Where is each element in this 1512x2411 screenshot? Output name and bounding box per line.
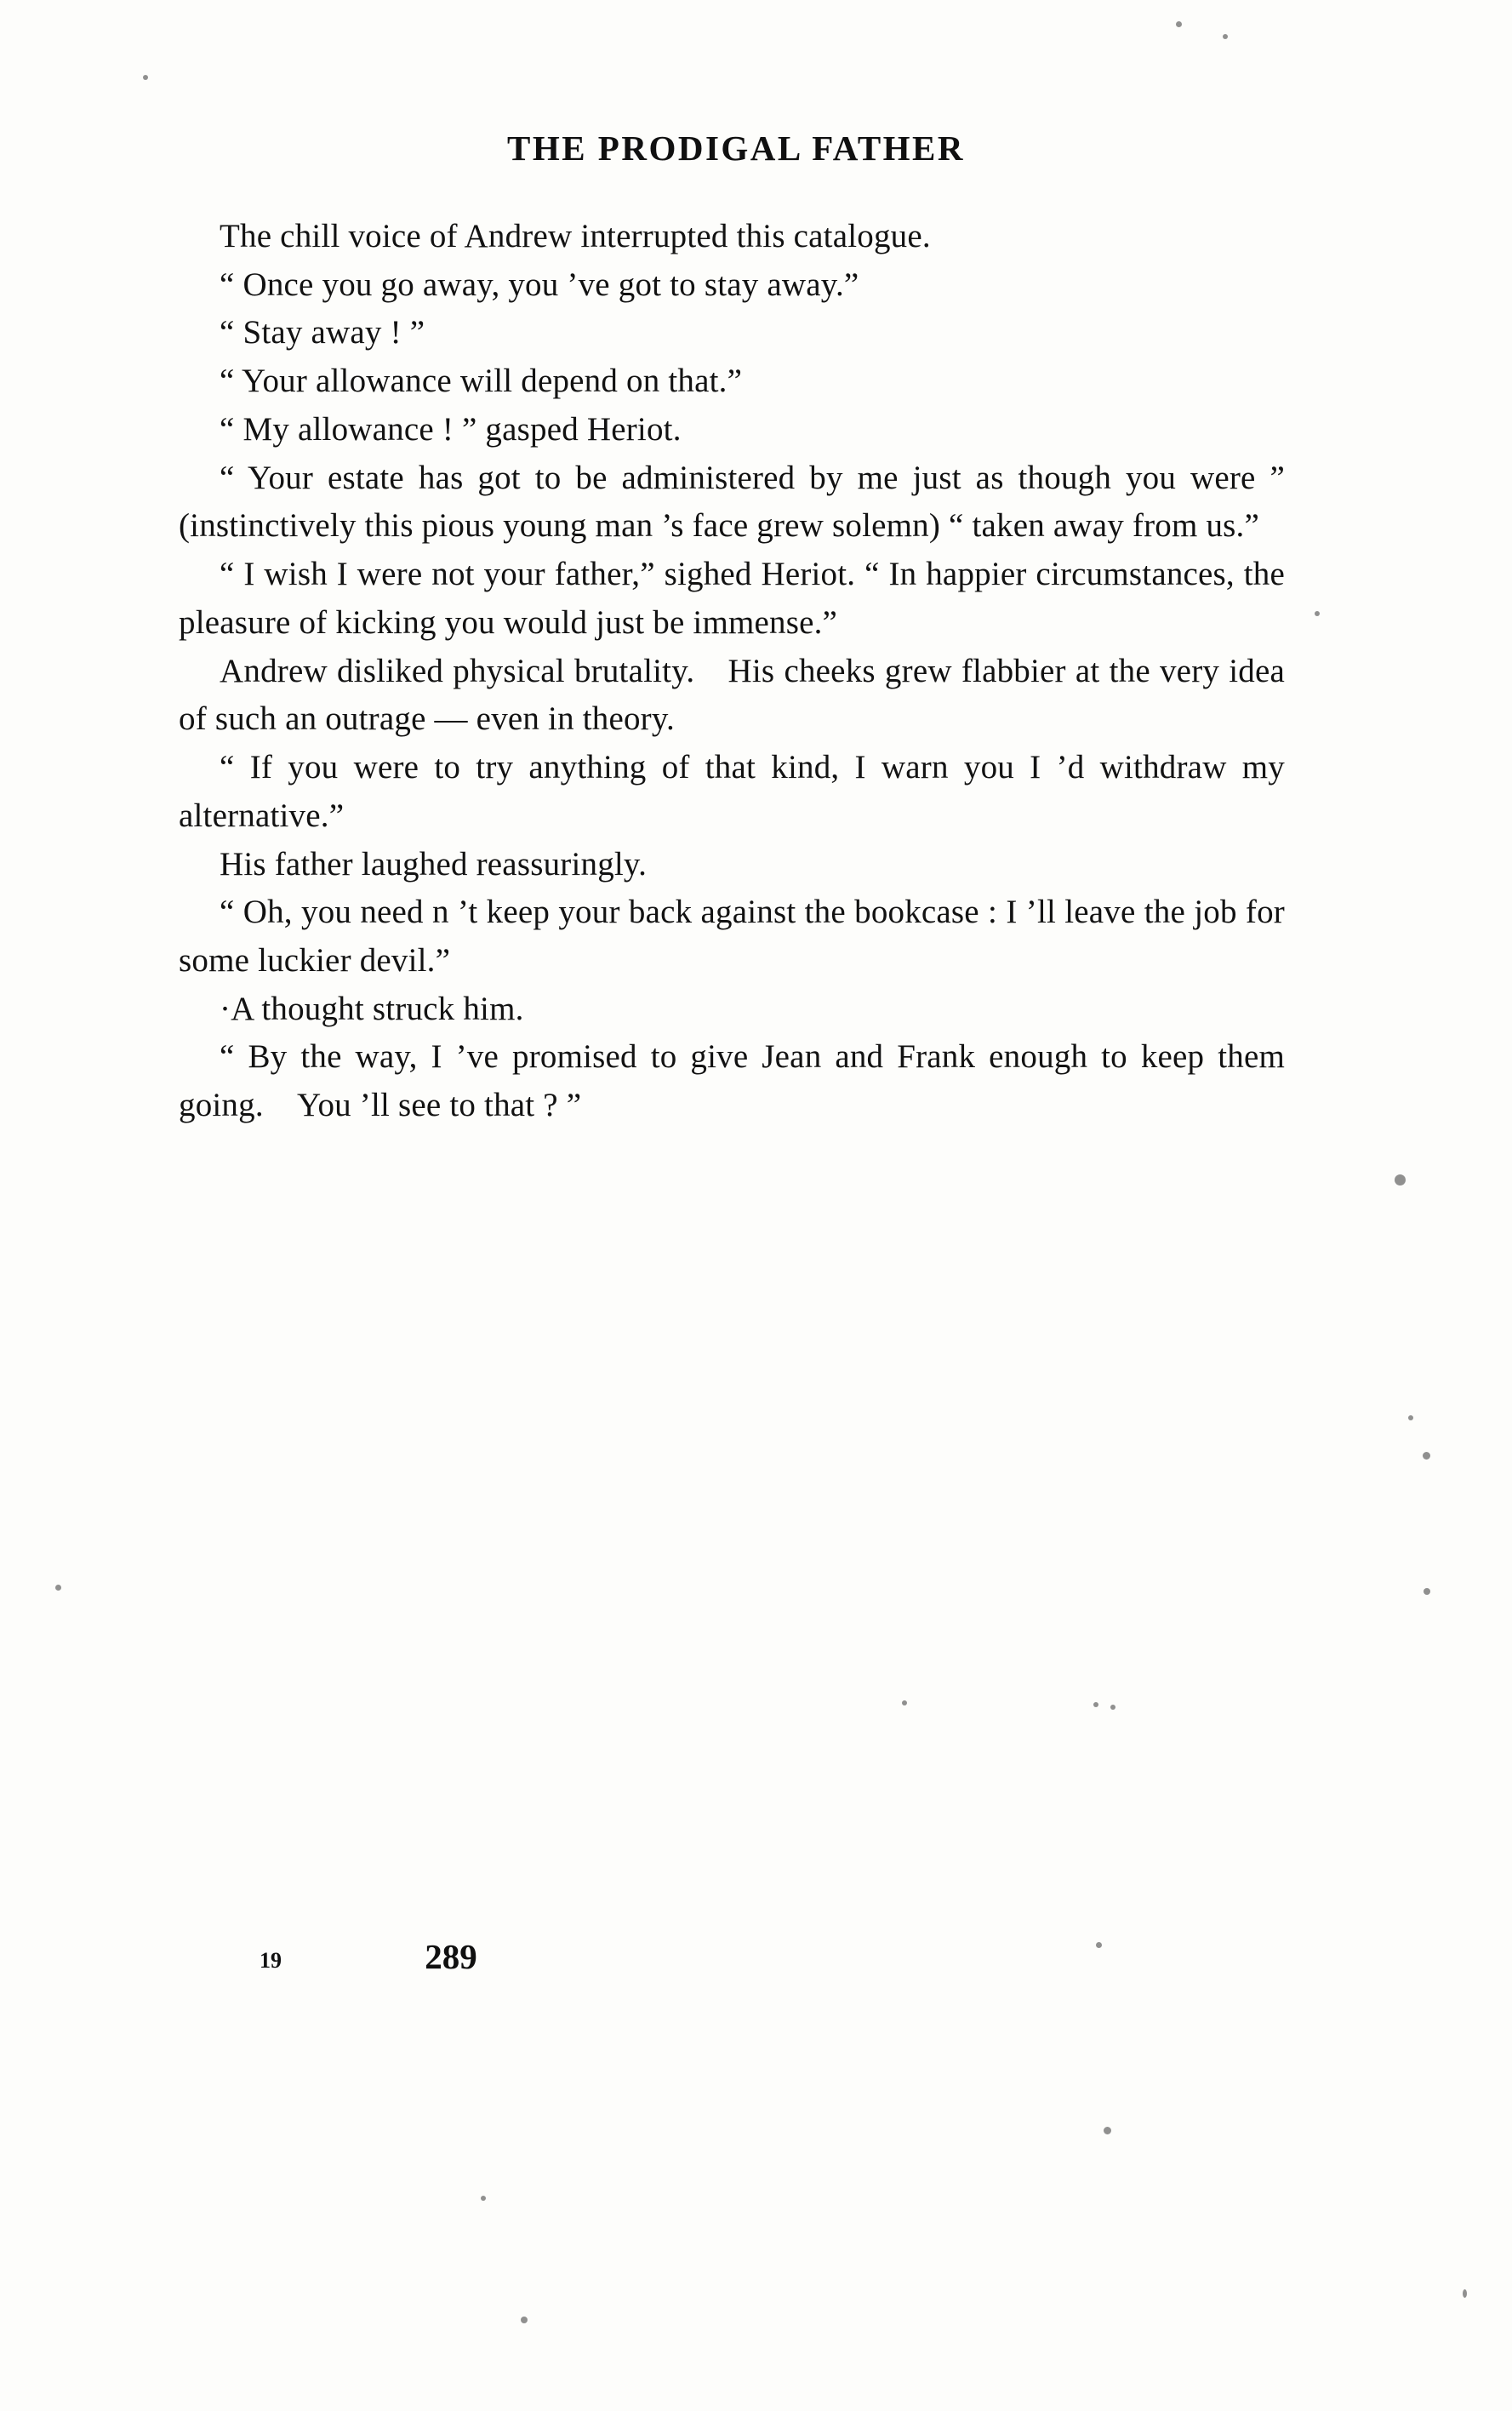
running-head: THE PRODIGAL FATHER xyxy=(506,129,966,168)
scan-speckle xyxy=(1104,2127,1111,2134)
scan-speckle xyxy=(902,1700,907,1705)
page-content xyxy=(179,128,1285,1130)
scan-speckle xyxy=(1395,1174,1406,1186)
scan-speckle xyxy=(1093,1702,1098,1707)
scan-speckle xyxy=(55,1585,61,1591)
paragraph: “ By the way, I ’ve promised to give Jean and Frank enough to keep them going. You ’ll see to that ? ” xyxy=(179,1038,1285,1124)
scan-speckle xyxy=(1315,611,1320,616)
paragraph: Andrew disliked physical brutality. His cheeks grew flabbier at the very idea of such an outrage — even in theory. xyxy=(179,652,1285,738)
paragraph: “ I wish I were not your father,” sighed Heriot. “ In happier circumstances, the pleasure of kicking you would just be immense.” xyxy=(179,556,1285,641)
paragraph: “ My allowance ! ” gasped Heriot. xyxy=(220,410,682,448)
scan-speckle xyxy=(1110,1705,1115,1710)
scan-speckle xyxy=(1408,1415,1413,1420)
paragraph: His father laughed reassuringly. xyxy=(220,845,648,883)
body-text xyxy=(179,213,1285,1130)
paragraph: “ Stay away ! ” xyxy=(220,314,425,351)
scan-speckle xyxy=(1423,1452,1430,1460)
paragraph: “ Once you go away, you ’ve got to stay away.” xyxy=(220,266,859,303)
paragraph: “ Your estate has got to be administered by me just as though you were ” (instinctively this pious young man ’s face grew solemn) “ taken away from us.” xyxy=(179,459,1285,545)
paragraph: “ Oh, you need n ’t keep your back against the bookcase : I ’ll leave the job for some luckier devil.” xyxy=(179,894,1285,980)
signature-mark: 19 xyxy=(260,1948,282,1973)
paragraph: “ If you were to try anything of that kind, I warn you I ’d withdraw my alternative.” xyxy=(179,749,1285,834)
scan-speckle xyxy=(521,2317,528,2323)
scan-speckle xyxy=(1176,21,1182,27)
paragraph: The chill voice of Andrew interrupted this catalogue. xyxy=(220,218,931,254)
page-footer xyxy=(179,1936,1285,1987)
scan-speckle xyxy=(481,2196,486,2201)
paragraph: ·A thought struck him. xyxy=(220,990,524,1027)
scan-speckle xyxy=(1223,34,1228,39)
page-number: 289 xyxy=(425,1937,477,1976)
paragraph: “ Your allowance will depend on that.” xyxy=(220,363,743,400)
scan-speckle xyxy=(1463,2289,1467,2298)
scan-speckle xyxy=(143,75,148,80)
scan-speckle xyxy=(1424,1588,1430,1595)
